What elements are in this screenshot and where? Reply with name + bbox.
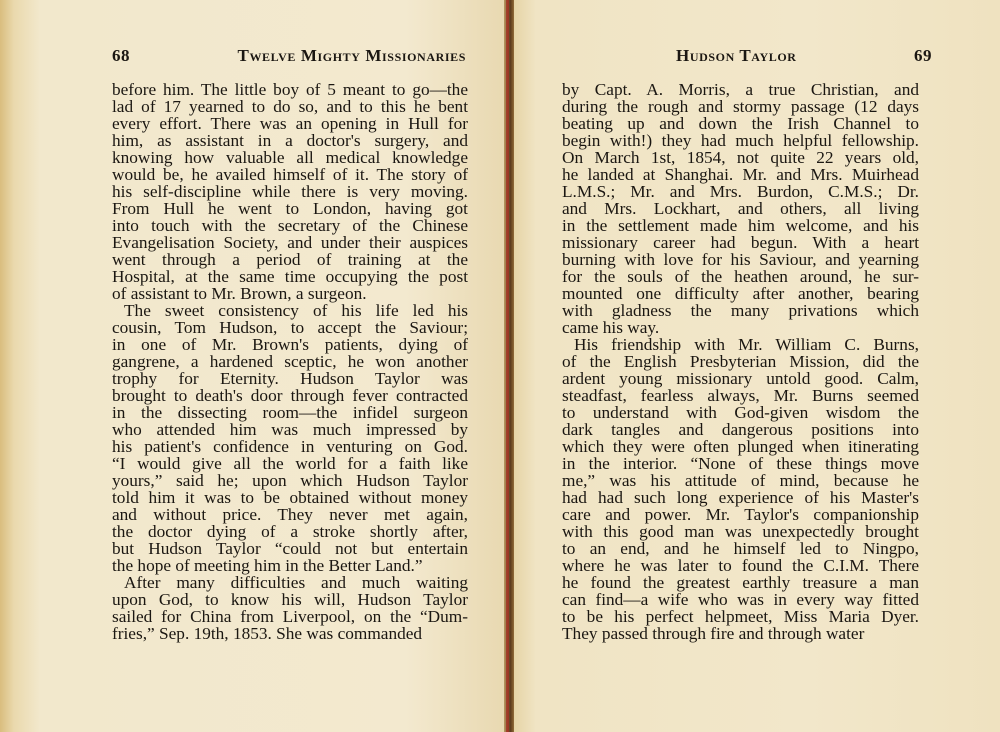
text-line: Evangelisation Society, and under their auspices [112,233,468,252]
text-line: to an end, and he himself led to Ningpo, [562,539,919,558]
text-line: every effort. There was an opening in Hull for [112,114,468,133]
text-line: Hospital, at the same time occupying the post [112,267,468,286]
text-line: for the souls of the heathen around, he sur- [562,267,919,286]
text-line: the hope of meeting him in the Better Land.” [112,556,423,575]
right-page [514,0,1000,732]
text-line: cousin, Tom Hudson, to accept the Saviour; [112,318,468,337]
text-line: to understand with God-given wisdom the [562,403,919,422]
text-line: by Capt. A. Morris, a true Christian, and [562,80,919,99]
text-line: of the English Presbyterian Mission, did the [562,352,919,371]
text-line: told him it was to be obtained without money [112,488,468,507]
text-line: care and power. Mr. Taylor's companionship [562,505,919,524]
text-line: His friendship with Mr. William C. Burns, [574,335,919,354]
text-line: trophy for Eternity. Hudson Taylor was [112,369,468,388]
text-line: had had such long experience of his Master's [562,488,919,507]
text-line: but Hudson Taylor “could not but entertain [112,539,468,558]
page-number: 69 [914,46,932,65]
text-line: On March 1st, 1854, not quite 22 years old, [562,148,919,167]
text-line: can find—a wife who was in every way fitted [562,590,919,609]
left-page-header [112,46,466,66]
text-line: with gladness the many privations which [562,301,919,320]
text-line: sailed for China from Liverpool, on the “Dum- [112,607,468,626]
text-line: came his way. [562,318,660,337]
text-line: knowing how valuable all medical knowledge [112,148,468,167]
running-head: Twelve Mighty Missionaries [237,46,466,65]
text-line: beating up and down the Irish Channel to [562,114,919,133]
text-line: in the settlement made him welcome, and his [562,216,919,235]
text-line: brought to death's door through fever contracted [112,386,468,405]
text-line: of assistant to Mr. Brown, a surgeon. [112,284,367,303]
text-line: lad of 17 yearned to do so, and to this he bent [112,97,468,116]
text-line: “I would give all the world for a faith like [112,454,468,473]
left-page-text [112,81,468,642]
text-line: fries,” Sep. 19th, 1853. She was commanded [112,624,423,643]
text-line: which they were often plunged when itinerating [562,437,919,456]
text-line: with this good man was unexpectedly brought [562,522,919,541]
text-line: during the rough and stormy passage (12 days [562,97,919,116]
text-line: and without price. They never met again, [112,505,468,524]
text-line: gangrene, a hardened sceptic, he won another [112,352,468,371]
text-line: mounted one difficulty after another, bearing [562,284,919,303]
running-head: Hudson Taylor [676,46,797,65]
text-line: where he was later to found the C.I.M. There [562,556,919,575]
text-line: me,” was his attitude of mind, because he [562,471,919,490]
text-line: the doctor dying of a stroke shortly after, [112,522,468,541]
right-page-header [676,46,932,66]
text-line: he found the greatest earthly treasure a man [562,573,919,592]
text-line: missionary career had begun. With a heart [562,233,919,252]
text-line: and Mrs. Lockhart, and others, all living [562,199,919,218]
text-line: From Hull he went to London, having got [112,199,468,218]
text-line: dark tangles and dangerous positions into [562,420,919,439]
text-line: ardent young missionary untold good. Calm, [562,369,919,388]
text-line: in one of Mr. Brown's patients, dying of [112,335,468,354]
text-line: he landed at Shanghai. Mr. and Mrs. Muirhead [562,165,919,184]
text-line: L.M.S.; Mr. and Mrs. Burdon, C.M.S.; Dr. [562,182,919,201]
text-line: would be, he availed himself of it. The story of [112,165,468,184]
page-number: 68 [112,46,130,65]
text-line: yours,” said he; upon which Hudson Taylor [112,471,468,490]
text-line: steadfast, fearless always, Mr. Burns seemed [562,386,919,405]
text-line: his self-discipline while there is very moving. [112,182,468,201]
text-line: The sweet consistency of his life led his [124,301,468,320]
text-line: upon God, to know his will, Hudson Taylor [112,590,468,609]
text-line: before him. The little boy of 5 meant to go—the [112,80,468,99]
text-line: who attended him was much impressed by [112,420,468,439]
binding-edge [506,0,509,732]
text-line: him, as assistant in a doctor's surgery, and [112,131,468,150]
text-line: his patient's confidence in venturing on God. [112,437,468,456]
text-line: into touch with the secretary of the Chinese [112,216,468,235]
text-line: burning with love for his Saviour, and yearning [562,250,919,269]
right-page-text [562,81,919,642]
text-line: went through a period of training at the [112,250,468,269]
text-line: They passed through fire and through water [562,624,865,643]
text-line: in the dissecting room—the infidel surgeon [112,403,468,422]
text-line: in the interior. “None of these things move [562,454,919,473]
text-line: to be his perfect helpmeet, Miss Maria Dyer. [562,607,919,626]
text-line: After many difficulties and much waiting [124,573,468,592]
text-line: begin with!) they had much helpful fellowship. [562,131,919,150]
